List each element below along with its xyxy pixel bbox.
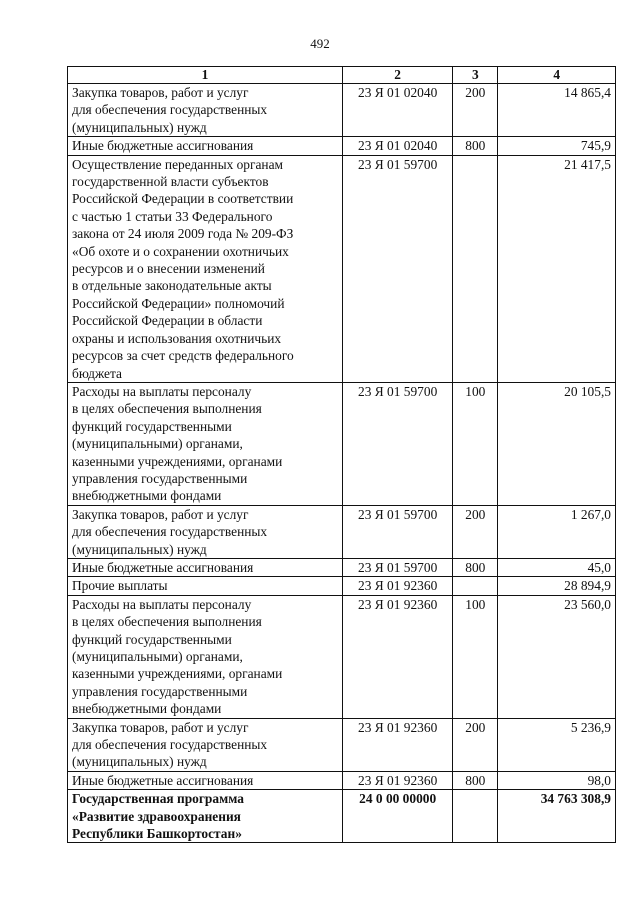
row-description: Иные бюджетные ассигнования [68, 137, 343, 155]
table-header-row [68, 67, 616, 84]
row-amount: 45,0 [498, 558, 616, 576]
table-row [68, 137, 616, 155]
row-code: 23 Я 01 92360 [343, 577, 453, 595]
row-amount: 98,0 [498, 771, 616, 789]
row-code: 23 Я 01 92360 [343, 595, 453, 718]
row-description: Закупка товаров, работ и услуг для обеспечения государственных (муниципальных) нужд [68, 718, 343, 771]
row-amount: 28 894,9 [498, 577, 616, 595]
row-expense-type: 800 [453, 137, 498, 155]
row-code: 23 Я 01 59700 [343, 382, 453, 505]
row-expense-type: 200 [453, 84, 498, 137]
row-description: Осуществление переданных органам государственной власти субъектов Российской Федерации в соответствии с частью 1 статьи 33 Федерального закона от 24 июля 2009 года № 209-ФЗ «Об охоте и о сохранении охотничьих ресурсов и о внесении изменений в отдельные законодательные акты Российской Федерации» полномочий Российской Федерации в области охраны и использования охотничьих ресурсов за счет средств федерального бюджета [68, 155, 343, 382]
row-expense-type [453, 577, 498, 595]
row-code: 23 Я 01 59700 [343, 505, 453, 558]
row-amount: 34 763 308,9 [498, 790, 616, 843]
budget-table [67, 66, 616, 843]
row-code: 24 0 00 00000 [343, 790, 453, 843]
row-code: 23 Я 01 59700 [343, 558, 453, 576]
row-code: 23 Я 01 02040 [343, 84, 453, 137]
table-row [68, 718, 616, 771]
row-amount: 23 560,0 [498, 595, 616, 718]
header-col-4: 4 [498, 67, 616, 84]
table-row [68, 382, 616, 505]
table-row [68, 155, 616, 382]
table-row [68, 771, 616, 789]
row-description: Государственная программа «Развитие здравоохранения Республики Башкортостан» [68, 790, 343, 843]
row-amount: 745,9 [498, 137, 616, 155]
row-description: Иные бюджетные ассигнования [68, 558, 343, 576]
row-code: 23 Я 01 92360 [343, 718, 453, 771]
row-expense-type: 200 [453, 718, 498, 771]
row-amount: 1 267,0 [498, 505, 616, 558]
row-description: Расходы на выплаты персоналу в целях обеспечения выполнения функций государственными (муниципальными) органами, казенными учреждениями, органами управления государственными внебюджетными фондами [68, 382, 343, 505]
row-expense-type: 100 [453, 382, 498, 505]
page-number: 492 [310, 36, 330, 51]
row-amount: 21 417,5 [498, 155, 616, 382]
row-amount: 14 865,4 [498, 84, 616, 137]
row-expense-type: 200 [453, 505, 498, 558]
row-description: Закупка товаров, работ и услуг для обеспечения государственных (муниципальных) нужд [68, 505, 343, 558]
row-code: 23 Я 01 02040 [343, 137, 453, 155]
row-expense-type: 800 [453, 771, 498, 789]
row-expense-type: 800 [453, 558, 498, 576]
table-row [68, 595, 616, 718]
table-row [68, 558, 616, 576]
table-row [68, 577, 616, 595]
row-description: Иные бюджетные ассигнования [68, 771, 343, 789]
row-code: 23 Я 01 92360 [343, 771, 453, 789]
header-col-3: 3 [453, 67, 498, 84]
table-row [68, 505, 616, 558]
table-row [68, 790, 616, 843]
row-amount: 20 105,5 [498, 382, 616, 505]
row-description: Прочие выплаты [68, 577, 343, 595]
row-amount: 5 236,9 [498, 718, 616, 771]
row-description: Закупка товаров, работ и услуг для обеспечения государственных (муниципальных) нужд [68, 84, 343, 137]
row-expense-type [453, 155, 498, 382]
header-col-1: 1 [68, 67, 343, 84]
header-col-2: 2 [343, 67, 453, 84]
row-expense-type: 100 [453, 595, 498, 718]
row-expense-type [453, 790, 498, 843]
row-description: Расходы на выплаты персоналу в целях обеспечения выполнения функций государственными (муниципальными) органами, казенными учреждениями, органами управления государственными внебюджетными фондами [68, 595, 343, 718]
row-code: 23 Я 01 59700 [343, 155, 453, 382]
table-row [68, 84, 616, 137]
